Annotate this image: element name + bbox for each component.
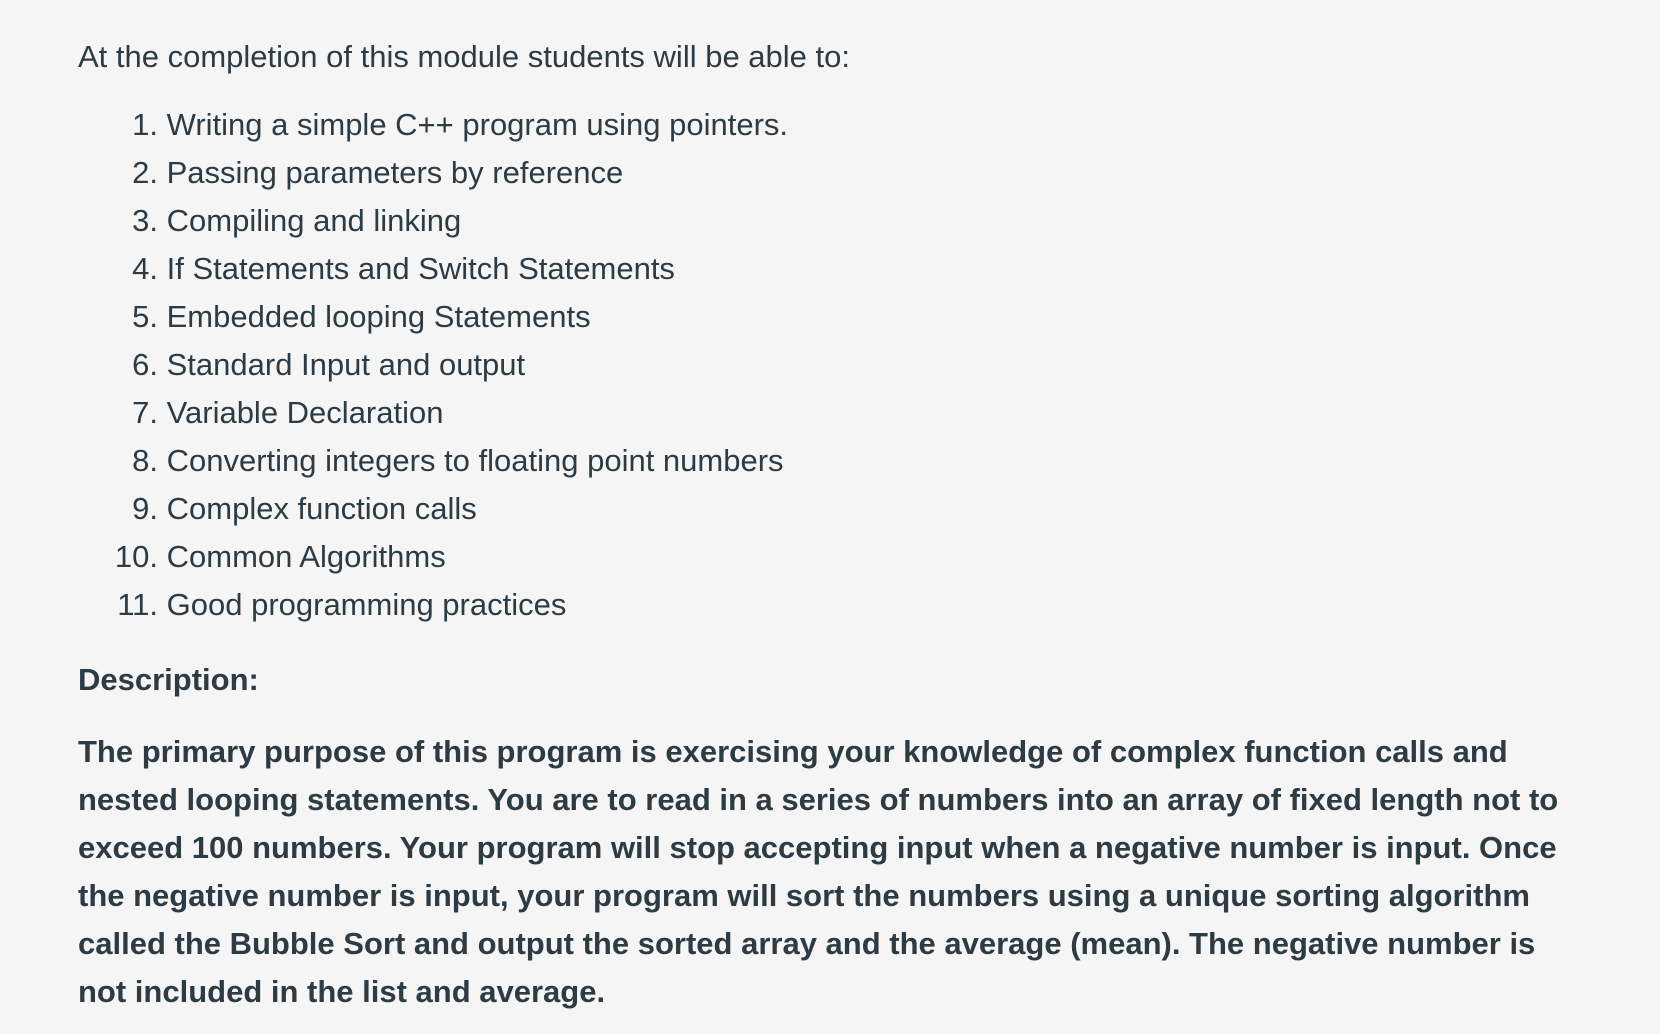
list-item-number: 8.	[132, 443, 158, 478]
list-item-number: 6.	[132, 347, 158, 382]
list-item-text: Standard Input and output	[166, 347, 526, 382]
list-item-number: 11.	[117, 587, 158, 622]
list-item-number: 1.	[132, 107, 158, 142]
list-item-text: Variable Declaration	[166, 395, 444, 430]
intro-text: At the completion of this module students will be able to:	[78, 39, 850, 74]
list-item	[78, 581, 788, 629]
list-item-text: Complex function calls	[166, 491, 477, 526]
objectives-list	[78, 101, 788, 629]
list-item	[78, 245, 788, 293]
list-item	[78, 533, 788, 581]
list-item-text: Compiling and linking	[166, 203, 462, 238]
list-item-text: Common Algorithms	[166, 539, 446, 574]
description-heading: Description:	[78, 662, 259, 697]
list-item	[78, 197, 788, 245]
list-item-number: 7.	[132, 395, 158, 430]
list-item	[78, 389, 788, 437]
list-item-number: 4.	[132, 251, 158, 286]
list-item	[78, 437, 788, 485]
list-item-text: Embedded looping Statements	[166, 299, 591, 334]
list-item-text: Writing a simple C++ program using pointers.	[166, 107, 789, 142]
list-item	[78, 101, 788, 149]
list-item	[78, 341, 788, 389]
list-item-number: 3.	[132, 203, 158, 238]
list-item	[78, 293, 788, 341]
list-item	[78, 485, 788, 533]
list-item-text: If Statements and Switch Statements	[166, 251, 675, 286]
list-item-number: 5.	[132, 299, 158, 334]
list-item-number: 9.	[132, 491, 158, 526]
list-item-number: 10.	[114, 539, 158, 574]
list-item-text: Passing parameters by reference	[166, 155, 624, 190]
list-item-number: 2.	[132, 155, 158, 190]
list-item-text: Converting integers to floating point numbers	[166, 443, 784, 478]
list-item	[78, 149, 788, 197]
list-item-text: Good programming practices	[166, 587, 567, 622]
description-text: The primary purpose of this program is exercising your knowledge of complex function calls and nested looping statements. You are to read in a series of numbers into an array of fixed length not to exceed 100 numbers. Your program will stop accepting input when a negative number is input. Once the negative number is input, your program will sort the numbers using a unique sorting algorithm called the Bubble Sort and output the sorted array and the average (mean). The negative number is not included in the list and average.	[78, 734, 1559, 1009]
